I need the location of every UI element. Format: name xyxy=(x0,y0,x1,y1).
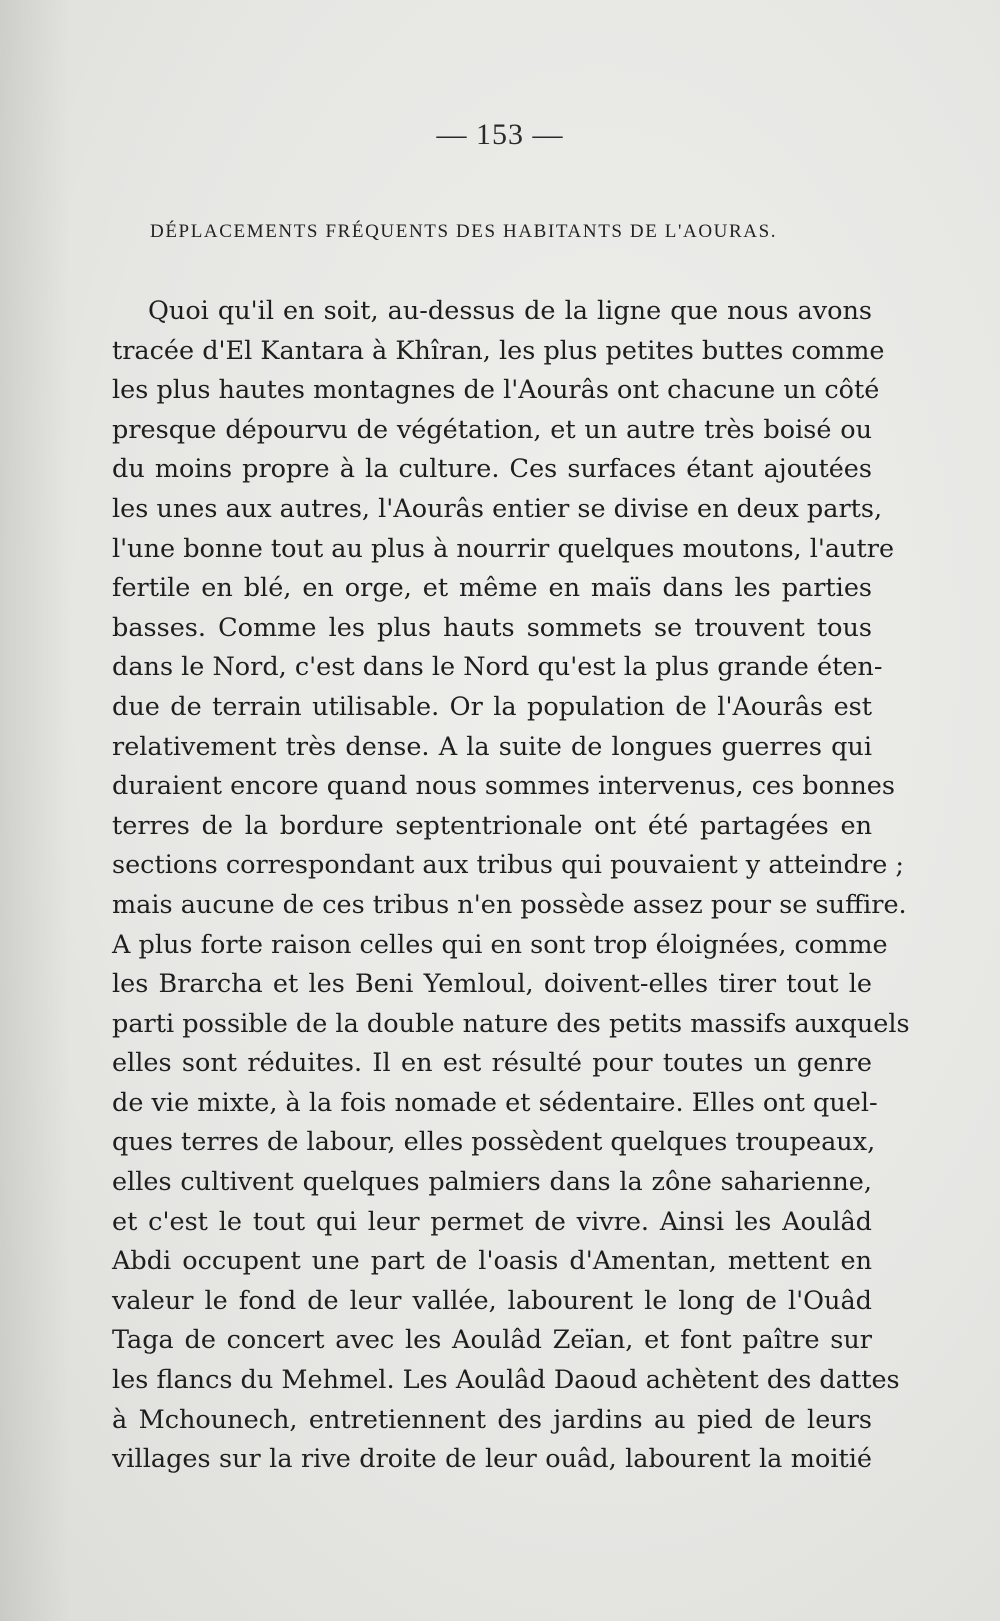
text-line: et c'est le tout qui leur permet de vivre. Ainsi les Aoulâd xyxy=(112,1206,872,1237)
text-line: basses. Comme les plus hauts sommets se trouvent tous xyxy=(112,612,872,643)
text-line: mais aucune de ces tribus n'en possède assez pour se suffire. xyxy=(112,889,907,920)
text-line: terres de la bordure septentrionale ont été partagées en xyxy=(112,810,872,841)
body-paragraph xyxy=(112,292,910,1480)
text-line: presque dépourvu de végétation, et un autre très boisé ou xyxy=(112,414,872,445)
section-heading: DÉPLACEMENTS FRÉQUENTS DES HABITANTS DE L'AOURAS. xyxy=(150,221,778,242)
page-fold-shadow xyxy=(0,0,70,1621)
text-line: Abdi occupent une part de l'oasis d'Amentan, mettent en xyxy=(112,1246,872,1277)
text-line: de vie mixte, à la fois nomade et sédentaire. Elles ont quel- xyxy=(112,1087,878,1118)
text-line: valeur le fond de leur vallée, labourent le long de l'Ouâd xyxy=(112,1285,872,1316)
text-line: tracée d'El Kantara à Khîran, les plus petites buttes comme xyxy=(112,335,885,366)
text-line: Quoi qu'il en soit, au-dessus de la ligne que nous avons xyxy=(148,296,872,326)
text-line: dans le Nord, c'est dans le Nord qu'est la plus grande éten- xyxy=(112,652,883,683)
text-line: relativement très dense. A la suite de longues guerres qui xyxy=(112,731,872,762)
text-line: elles sont réduites. Il en est résulté pour toutes un genre xyxy=(112,1048,872,1079)
text-line: ques terres de labour, elles possèdent quelques troupeaux, xyxy=(112,1127,876,1158)
text-line: les Brarcha et les Beni Yemloul, doivent-elles tirer tout le xyxy=(112,969,872,1000)
text-line: les unes aux autres, l'Aourâs entier se divise en deux parts, xyxy=(112,493,883,524)
text-line: Taga de concert avec les Aoulâd Zeïan, et font paître sur xyxy=(112,1325,872,1356)
text-line: due de terrain utilisable. Or la population de l'Aourâs est xyxy=(112,691,872,722)
text-line: du moins propre à la culture. Ces surfaces étant ajoutées xyxy=(112,454,872,485)
text-line: les flancs du Mehmel. Les Aoulâd Daoud achètent des dattes xyxy=(112,1365,900,1396)
text-line: villages sur la rive droite de leur ouâd, labourent la moitié xyxy=(112,1444,872,1475)
text-line: duraient encore quand nous sommes intervenus, ces bonnes xyxy=(112,771,895,802)
text-line: A plus forte raison celles qui en sont trop éloignées, comme xyxy=(112,929,888,960)
text-line: l'une bonne tout au plus à nourrir quelques moutons, l'autre xyxy=(112,533,895,564)
text-line: sections correspondant aux tribus qui pouvaient y atteindre ; xyxy=(112,850,904,881)
page-number: — 153 — xyxy=(436,118,564,151)
text-line: elles cultivent quelques palmiers dans la zône saharienne, xyxy=(112,1167,872,1198)
text-line: les plus hautes montagnes de l'Aourâs ont chacune un côté xyxy=(112,375,880,406)
text-line: fertile en blé, en orge, et même en maïs dans les parties xyxy=(112,573,872,604)
text-line: à Mchounech, entretiennent des jardins au pied de leurs xyxy=(112,1404,872,1435)
text-line: parti possible de la double nature des petits massifs auxquels xyxy=(112,1008,910,1039)
